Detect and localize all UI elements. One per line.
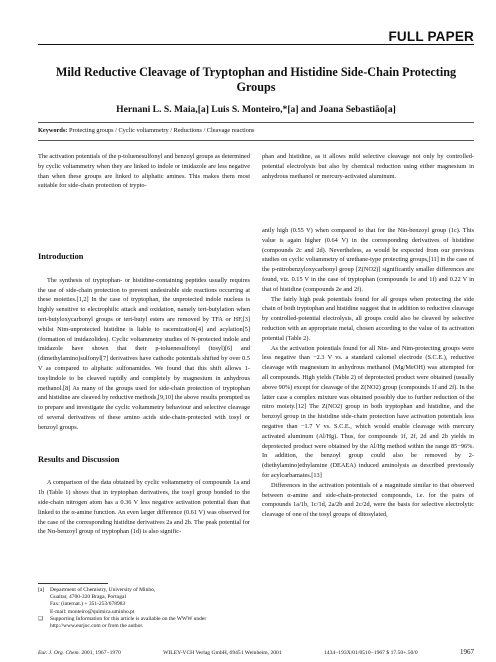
affiliation-line-2: Gualtar, 4700-320 Braga, Portugal (50, 594, 126, 601)
keywords-text: Protecting groups / Cyclic voltammetry / Reductions / Cleavage reactions (68, 127, 255, 134)
right-paragraph-4: Differences in the activation potentials of a magnitude similar to that observed between α-amine and side-chain-protected compounds, i.e. for the pairs of compounds 1a/1b, 1c/1d, 2a/2b and 2c/2d, were the basis for selective electrolytic cleavage of one of the tosyl groups of ditosylated, (262, 481, 474, 519)
footnote-rule (38, 583, 108, 584)
supporting-info-footnote (38, 616, 250, 630)
footnote-mark: [a] (38, 587, 45, 593)
keywords-rule-top (38, 122, 474, 123)
results-heading: Results and Discussion (38, 454, 120, 464)
authors: Hernani L. S. Maia,[a] Luis S. Monteiro,*[a] and Joana Sebastião[a] (116, 104, 396, 115)
footnotes (38, 587, 250, 630)
header-rule (38, 44, 474, 45)
page-footer (38, 648, 474, 656)
supporting-info-icon: ❑ (38, 615, 43, 622)
keywords-label: Keywords: (38, 127, 68, 134)
introduction-paragraph: The synthesis of tryptophan- or histidine-containing peptides usually requires the use of side-chain protection to prevent undesirable side reactions occurring at these moieties.[1,2] In the case of tryptophan, the unprotected indole nucleus is highly sensitive to electrophilic attack and oxidation, namely tert-butylation when tert-butyloxycarbonyl groups or tert-butyl esters are removed by TFA or HF,[3] whilst Nim-unprotected histidine is liable to racemization[4] and acylation[5] (formation of imidazolides). Cyclic voltammetry studies of N-protected indole and imidazole have shown that their p-toluenesulfonyl (tosyl)[6] and (dimethylamino)sulfonyl[7] derivatives have cathodic potentials shifted by over 0.5 V as compared to aliphatic sulfonamides. We found that this shift allows 1-tosylindole to be cleaved rapidly and completely by magnesium in anhydrous methanol.[8] As many of the groups used for side-chain protection of tryptophan and histidine are cleaved by reductive methods,[9,10] the above results prompted us to prepare and investigate the cyclic voltammetry behaviour and selective cleavage of several derivatives of these amino acids side-chain-protected with tosyl or benzoyl groups. (38, 276, 250, 431)
results-paragraph: A comparison of the data obtained by cyclic voltammetry of compounds 1a and 1b (Table 1) shows that in tryptophan derivatives, the tosyl group bonded to the side-chain nitrogen atom has a 0.36 V less negative activation potential than that linked to the α-amine function. An even larger difference (0.61 V) was observed for the case of the corresponding histidine derivatives 2a and 2b. The peak potential for the Nα-benzoyl group of tryptophan (1d) is also signific- (38, 479, 250, 536)
body-column-right (262, 226, 474, 520)
email-line: E-mail: monteiro@quimica.uminho.pt (50, 608, 135, 615)
right-paragraph-1: antly high (0.55 V) when compared to that for the Nin-benzoyl group (1c). This value is again higher (0.64 V) in the corresponding derivatives of histidine (compounds 2c and 2d). Nevertheless, as would be expected from our previous studies on cyclic voltammetry of urethane-type protecting groups,[11] in the case of the p-nitrobenzyloxycarbonyl group [Z(NO2)] significantly smaller differences are found, viz. 0.15 V in the case of tryptophan (compounds 1e and 1f) and 0.22 V in that of histidine (compounds 2e and 2f). (262, 227, 474, 293)
right-paragraph-3: As the activation potentials found for all Nin- and Nim-protecting groups were less negative than −2.3 V vs. a standard calomel electrode (S.C.E.), reductive cleavage with magnesium in anhydrous methanol (Mg/MeOH) was attempted for all compounds. High yields (Table 2) of deprotected product were obtained (usually above 90%) except for cleavage of the Z(NO2) group (compounds 1f and 2f). In the latter case a complex mixture was obtained possibly due to further reduction of the nitro moiety.[12] The Z(NO2) group in both tryptophan and histidine, and the benzoyl group in the histidine side-chain protection have activation potentials less negative than −1.7 V vs. S.C.E., which would enable cleavage with mercury activated aluminum (Al/Hg). Thus, for compounds 1f, 2f, 2d and 2b yields in deprotected product were obtained by the Al/Hg method within the range 85−96%. In addition, the benzoyl group could also be removed by 2-(diethylamino)ethylamine (DEAEA) induced aminolysis as described previously for acylcarbamates.[13] (262, 344, 474, 479)
supporting-info-text: Supporting Information for this article is available on the WWW under http://www.eurjoc.com or from the author. (50, 615, 207, 630)
abstract-right: phan and histidine, as it allows mild selective cleavage not only by controlled-potential electrolysis but also by chemical reduction using either magnesium in anhydrous methanol or mercury-activated aluminum. (262, 153, 474, 180)
page-number: 1967 (459, 648, 474, 656)
journal-year-pages: 2001, 1967−1970 (81, 650, 121, 656)
right-paragraph-2: The fairly high peak potentials found for all groups when protecting the side chain of both tryptophan and histidine suggest that in addition to reductive cleavage by controlled-potential electrolysis, all groups could also be cleaved by selective reduction with an appropriate metal, chosen according to the value of its activation potential (Table 2). (262, 295, 474, 342)
affiliation-line-1: Department of Chemistry, University of Minho, (50, 587, 156, 593)
affiliation-footnote (38, 587, 250, 594)
section-label: FULL PAPER (388, 29, 474, 44)
body-column-left (38, 248, 250, 537)
introduction-heading: Introduction (38, 252, 84, 261)
article-title: Mild Reductive Cleavage of Tryptophan and Histidine Side-Chain Protecting Groups (55, 65, 457, 94)
journal-name: Eur. J. Org. Chem. (38, 650, 80, 656)
footer-publisher: WILEY-VCH Verlag GmbH, 69451 Weinheim, 2001 (163, 650, 282, 656)
keywords-rule-bottom (38, 140, 474, 141)
keywords-line (38, 126, 474, 135)
footer-citation (38, 650, 121, 656)
abstract-left: The activation potentials of the p-toluenesulfonyl and benzoyl groups as determined by cyclic voltammetry when they are linked to indole or imidazole are less negative than when these groups are linked to aliphatic amines. This makes them most suitable for side-chain protection of trypto- (38, 153, 250, 190)
fax-line: Fax: (internat.) + 351-253/678983 (50, 601, 126, 608)
footer-issn: 1434−193X/01/0510−1967 $ 17.50+.50/0 (323, 650, 418, 656)
